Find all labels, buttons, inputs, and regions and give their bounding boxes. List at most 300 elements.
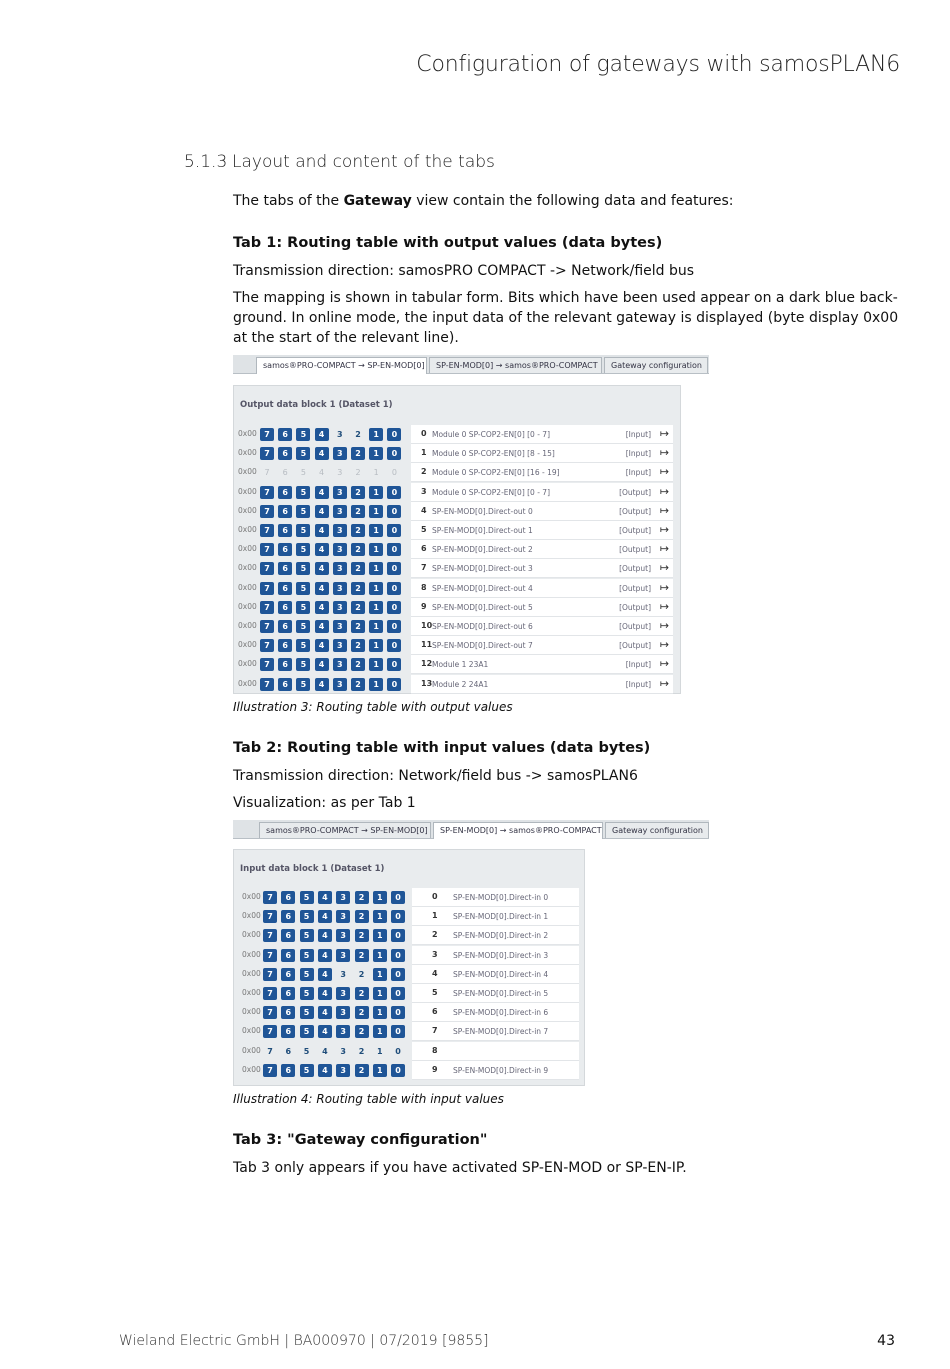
bit-cell[interactable]: 3 <box>340 1046 346 1056</box>
bit-cell[interactable]: 4 <box>318 987 332 1000</box>
mapping-entry[interactable] <box>411 425 673 444</box>
bit-cell[interactable]: 5 <box>296 582 310 595</box>
entry-index: 13 <box>421 678 433 688</box>
entry-type: [Output] <box>619 602 651 612</box>
bit-cell[interactable]: 5 <box>296 620 310 633</box>
bit-cell[interactable]: 7 <box>260 658 274 671</box>
bit-cell[interactable]: 4 <box>315 658 329 671</box>
bit-cell[interactable]: 1 <box>377 1046 383 1056</box>
mapping-entry[interactable] <box>411 463 673 482</box>
bit-cell[interactable]: 3 <box>333 505 347 518</box>
bit-cell[interactable]: 4 <box>318 1006 332 1019</box>
bit-cell[interactable]: 0 <box>387 601 401 614</box>
mapping-entry[interactable] <box>411 521 673 540</box>
bit-cell[interactable]: 5 <box>300 949 314 962</box>
table-row <box>234 521 682 540</box>
tab-3[interactable]: Gateway configuration <box>605 822 709 838</box>
export-icon[interactable]: ↦ <box>659 465 669 479</box>
bit-cell[interactable]: 2 <box>355 468 361 478</box>
bit-cell[interactable]: 7 <box>263 1006 277 1019</box>
bit-cell[interactable]: 0 <box>391 891 405 904</box>
bit-cell[interactable]: 7 <box>260 620 274 633</box>
bit-cell[interactable]: 6 <box>282 468 288 478</box>
bit-cell[interactable]: 2 <box>351 678 365 691</box>
bit-cell[interactable]: 5 <box>296 678 310 691</box>
entry-index: 9 <box>421 601 427 611</box>
bit-cell[interactable]: 6 <box>281 910 295 923</box>
bit-cell[interactable]: 4 <box>318 929 332 942</box>
bit-cell[interactable]: 7 <box>260 562 274 575</box>
bit-cell[interactable]: 3 <box>333 678 347 691</box>
entry-index: 6 <box>421 544 427 554</box>
bit-cell[interactable]: 4 <box>315 639 329 652</box>
bit-cell[interactable]: 2 <box>351 562 365 575</box>
footer-document-info: Wieland Electric GmbH | BA000970 | 07/2019 [9855] <box>119 1333 489 1349</box>
entry-name: SP-EN-MOD[0].Direct-out 4 <box>432 583 533 593</box>
bit-cell[interactable]: 5 <box>296 428 310 441</box>
entry-index: 9 <box>432 1064 438 1074</box>
bit-cell[interactable]: 5 <box>296 447 310 460</box>
bit-cell[interactable]: 0 <box>387 678 401 691</box>
bit-cell[interactable]: 1 <box>369 428 383 441</box>
bit-cell[interactable]: 2 <box>355 1006 369 1019</box>
export-icon[interactable]: ↦ <box>659 638 669 652</box>
bit-cell[interactable]: 7 <box>263 1025 277 1038</box>
bit-cell[interactable]: 2 <box>355 910 369 923</box>
byte-value: 0x00 <box>242 1045 261 1055</box>
bit-cell[interactable]: 3 <box>337 430 343 439</box>
bit-cell[interactable]: 1 <box>369 486 383 499</box>
mapping-entry[interactable] <box>411 617 673 636</box>
table-row <box>234 483 682 502</box>
bit-cell[interactable]: 7 <box>260 447 274 460</box>
entry-index: 3 <box>432 949 438 959</box>
mapping-entry[interactable] <box>411 675 673 694</box>
data-block-title: Output data block 1 (Dataset 1) <box>240 400 393 410</box>
bit-cell[interactable]: 6 <box>278 639 292 652</box>
bit-cell[interactable]: 2 <box>351 447 365 460</box>
byte-value: 0x00 <box>238 640 257 650</box>
bit-cell[interactable]: 1 <box>373 929 387 942</box>
tab-strip <box>233 820 709 839</box>
export-icon[interactable]: ↦ <box>659 619 669 632</box>
bit-cell[interactable]: 1 <box>369 505 383 518</box>
bit-cell[interactable]: 6 <box>278 486 292 499</box>
bit-cell[interactable]: 5 <box>303 1046 310 1056</box>
bit-cell[interactable]: 2 <box>355 949 369 962</box>
bit-cell[interactable]: 3 <box>340 969 346 979</box>
bit-cell[interactable]: 0 <box>387 582 401 595</box>
bit-cell[interactable]: 6 <box>285 1046 292 1056</box>
bit-cell[interactable]: 1 <box>369 447 383 460</box>
mapping-entry[interactable] <box>411 636 673 655</box>
byte-value: 0x00 <box>242 892 261 901</box>
bit-cell[interactable]: 2 <box>351 620 365 633</box>
mapping-entry[interactable] <box>412 888 579 907</box>
byte-value: 0x00 <box>242 930 261 940</box>
bit-cell[interactable]: 1 <box>369 524 383 537</box>
mapping-entry[interactable] <box>412 946 579 965</box>
data-block-title: Input data block 1 (Dataset 1) <box>240 864 385 874</box>
bit-cell[interactable]: 4 <box>322 1046 328 1056</box>
bit-cell[interactable]: 1 <box>373 1025 387 1038</box>
bit-cell[interactable]: 6 <box>278 524 292 537</box>
section-title: Layout and content of the tabs <box>232 152 495 172</box>
bit-cell[interactable]: 0 <box>387 620 401 633</box>
bit-cell[interactable]: 4 <box>318 891 332 904</box>
bit-cell[interactable]: 0 <box>387 505 401 518</box>
bit-cell[interactable]: 1 <box>373 949 387 962</box>
tab-1[interactable]: samos®PRO-COMPACT → SP-EN-MOD[0] <box>259 822 431 838</box>
table-row <box>234 655 682 674</box>
entry-name: SP-EN-MOD[0].Direct-in 1 <box>453 912 549 922</box>
bit-cell[interactable]: 1 <box>373 468 379 478</box>
bit-cell[interactable]: 6 <box>278 505 292 518</box>
bit-cell[interactable]: 1 <box>369 562 383 575</box>
mapping-entry[interactable] <box>411 655 673 674</box>
bit-cell[interactable]: 2 <box>355 1025 369 1038</box>
bit-cell[interactable]: 5 <box>300 1006 314 1019</box>
bit-cell[interactable]: 4 <box>315 428 329 441</box>
bit-cell[interactable]: 0 <box>387 543 401 556</box>
byte-value: 0x00 <box>242 949 261 959</box>
export-icon[interactable]: ↦ <box>659 561 669 575</box>
bit-cell[interactable]: 6 <box>278 620 292 633</box>
bit-cell[interactable]: 1 <box>369 601 383 614</box>
bit-cell[interactable]: 0 <box>387 486 401 499</box>
mapping-entry[interactable] <box>412 1042 579 1061</box>
page-header-title: Configuration of gateways with samosPLAN6 <box>416 52 900 77</box>
entry-type: [Output] <box>619 506 651 516</box>
bit-cell[interactable]: 7 <box>263 929 277 942</box>
bit-cell[interactable]: 6 <box>278 447 292 460</box>
bit-cell[interactable]: 3 <box>336 891 350 904</box>
tab3-text: Tab 3 only appears if you have activated SP-EN-MOD or SP-EN-IP. <box>233 1160 687 1176</box>
bit-cell[interactable]: 2 <box>351 582 365 595</box>
bit-cell[interactable]: 0 <box>391 1064 405 1077</box>
bit-cell[interactable]: 0 <box>387 562 401 575</box>
bit-cell[interactable]: 1 <box>369 639 383 652</box>
bit-cell[interactable]: 7 <box>263 987 277 1000</box>
bit-cell[interactable]: 6 <box>281 987 295 1000</box>
export-icon[interactable]: ↦ <box>659 542 669 556</box>
bit-cell[interactable]: 2 <box>351 658 365 671</box>
bit-cell[interactable]: 3 <box>333 524 347 537</box>
export-icon[interactable]: ↦ <box>659 599 669 613</box>
byte-value: 0x00 <box>238 448 257 458</box>
bit-cell[interactable]: 0 <box>387 428 401 441</box>
bit-cell[interactable]: 6 <box>281 949 295 962</box>
entry-name: SP-EN-MOD[0].Direct-out 1 <box>432 526 533 535</box>
illustration4-caption: Illustration 4: Routing table with input values <box>233 1092 504 1106</box>
bit-cell[interactable]: 4 <box>318 949 332 962</box>
table-row <box>234 926 586 945</box>
entry-index: 5 <box>421 525 427 534</box>
mapping-entry[interactable] <box>411 579 673 598</box>
bit-cell[interactable]: 6 <box>278 658 292 671</box>
mapping-entry[interactable] <box>411 483 673 502</box>
bit-cell[interactable]: 4 <box>315 601 329 614</box>
export-icon[interactable]: ↦ <box>659 676 669 690</box>
mapping-entry[interactable] <box>411 598 673 617</box>
bit-cell[interactable]: 3 <box>333 582 347 595</box>
bit-cell[interactable]: 2 <box>355 891 369 904</box>
bit-cell[interactable]: 7 <box>260 543 274 556</box>
bit-cell[interactable]: 0 <box>391 1025 405 1038</box>
table-row <box>234 579 682 598</box>
bit-cell[interactable]: 4 <box>318 1064 332 1077</box>
export-icon[interactable]: ↦ <box>659 446 669 460</box>
bit-cell[interactable]: 7 <box>263 968 277 981</box>
bit-cell[interactable]: 2 <box>351 486 365 499</box>
bit-cell[interactable]: 6 <box>281 929 295 942</box>
bit-cell[interactable]: 7 <box>260 428 274 441</box>
bit-cell[interactable]: 1 <box>373 1064 387 1077</box>
bit-cell[interactable]: 2 <box>351 601 365 614</box>
bit-cell[interactable]: 5 <box>300 968 314 981</box>
entry-name: Module 2 24A1 <box>432 679 489 689</box>
bit-cell[interactable]: 5 <box>300 1025 314 1038</box>
bit-cell[interactable]: 3 <box>333 486 347 499</box>
mapping-entry[interactable] <box>412 1003 579 1022</box>
entry-type: [Output] <box>619 641 651 651</box>
tab2-visualization: Visualization: as per Tab 1 <box>233 795 416 811</box>
bit-cell[interactable]: 6 <box>278 543 292 556</box>
table-row <box>234 1003 586 1022</box>
bit-cell[interactable]: 6 <box>278 562 292 575</box>
section-number: 5.1.3 <box>184 152 228 172</box>
bit-cell[interactable]: 0 <box>387 447 401 460</box>
bit-cell[interactable]: 2 <box>355 987 369 1000</box>
bit-cell[interactable]: 3 <box>336 1064 350 1077</box>
bit-cell[interactable]: 5 <box>300 929 314 942</box>
bit-cell[interactable]: 7 <box>263 1064 277 1077</box>
bit-cell[interactable]: 3 <box>336 949 350 962</box>
bit-cell[interactable]: 2 <box>351 524 365 537</box>
bit-cell[interactable]: 3 <box>333 447 347 460</box>
bit-cell[interactable]: 1 <box>369 678 383 691</box>
table-row <box>234 946 586 965</box>
data-block-panel <box>233 849 585 1086</box>
bit-cell[interactable]: 3 <box>337 468 343 478</box>
bit-cell[interactable]: 4 <box>315 524 329 537</box>
bit-cell[interactable]: 4 <box>315 447 329 460</box>
bit-cell[interactable]: 7 <box>260 601 274 614</box>
table-row <box>234 559 682 578</box>
table-row <box>234 1042 586 1061</box>
bit-cell[interactable]: 5 <box>296 562 310 575</box>
mapping-entry[interactable] <box>412 907 579 926</box>
bit-cell[interactable]: 3 <box>333 639 347 652</box>
entry-name: SP-EN-MOD[0].Direct-out 7 <box>432 641 533 651</box>
bit-cell[interactable]: 5 <box>296 505 310 518</box>
bit-cell[interactable]: 0 <box>391 1006 405 1019</box>
table-row <box>234 425 682 444</box>
bit-cell[interactable]: 3 <box>333 620 347 633</box>
bit-cell[interactable]: 5 <box>296 486 310 499</box>
bit-cell[interactable]: 3 <box>336 1025 350 1038</box>
bit-cell[interactable]: 1 <box>373 968 387 981</box>
mapping-entry[interactable] <box>412 984 579 1003</box>
bit-cell[interactable]: 1 <box>369 658 383 671</box>
byte-value: 0x00 <box>238 601 257 611</box>
bit-cell[interactable]: 5 <box>296 658 310 671</box>
tab-2[interactable]: SP-EN-MOD[0] → samos®PRO-COMPACT <box>433 822 603 839</box>
table-row <box>234 984 586 1003</box>
export-icon[interactable]: ↦ <box>659 580 669 594</box>
bit-cell[interactable]: 4 <box>315 620 329 633</box>
bit-cell[interactable]: 1 <box>369 543 383 556</box>
bit-cell[interactable]: 4 <box>319 468 325 478</box>
tab2-heading: Tab 2: Routing table with input values (data bytes) <box>233 740 651 756</box>
byte-value: 0x00 <box>238 621 257 630</box>
bit-cell[interactable]: 6 <box>278 601 292 614</box>
byte-value: 0x00 <box>238 659 257 669</box>
bit-cell[interactable]: 2 <box>355 1064 369 1077</box>
entry-type: [Output] <box>619 564 651 574</box>
bit-cell[interactable]: 1 <box>373 910 387 923</box>
bit-cell[interactable]: 7 <box>264 468 270 478</box>
bit-cell[interactable]: 0 <box>391 968 405 981</box>
bit-cell[interactable]: 0 <box>391 949 405 962</box>
entry-index: 3 <box>421 486 427 496</box>
bit-cell[interactable]: 3 <box>333 601 347 614</box>
bit-cell[interactable]: 0 <box>391 468 397 478</box>
bit-cell[interactable]: 5 <box>300 987 314 1000</box>
table-row <box>234 540 682 559</box>
bit-cell[interactable]: 0 <box>387 658 401 671</box>
bit-cell[interactable]: 3 <box>336 929 350 942</box>
bit-cell[interactable]: 0 <box>391 987 405 1000</box>
entry-name: SP-EN-MOD[0].Direct-in 0 <box>453 893 549 902</box>
bit-cell[interactable]: 7 <box>267 1046 273 1056</box>
tab-3[interactable]: Gateway configuration <box>604 357 708 373</box>
bit-cell[interactable]: 6 <box>281 1006 295 1019</box>
bit-cell[interactable]: 3 <box>336 1006 350 1019</box>
bit-cell[interactable]: 4 <box>315 505 329 518</box>
bit-cell[interactable]: 1 <box>373 1006 387 1019</box>
export-icon[interactable]: ↦ <box>659 657 669 671</box>
bit-cell[interactable]: 3 <box>336 910 350 923</box>
bit-cell[interactable]: 6 <box>281 1064 295 1077</box>
mapping-entry[interactable] <box>411 559 673 578</box>
bit-cell[interactable]: 4 <box>315 678 329 691</box>
bit-cell[interactable]: 1 <box>369 620 383 633</box>
bit-cell[interactable]: 5 <box>300 891 314 904</box>
bit-cell[interactable]: 5 <box>300 1064 314 1077</box>
bit-cell[interactable]: 6 <box>281 1025 295 1038</box>
tab-2[interactable]: SP-EN-MOD[0] → samos®PRO-COMPACT <box>429 357 602 373</box>
bit-cell[interactable]: 5 <box>300 468 306 478</box>
mapping-entry[interactable] <box>412 1061 579 1080</box>
bit-cell[interactable]: 5 <box>296 601 310 614</box>
bit-cell[interactable]: 0 <box>391 910 405 923</box>
bit-cell[interactable]: 7 <box>263 949 277 962</box>
entry-index: 12 <box>421 659 433 669</box>
bit-cell[interactable]: 5 <box>296 524 310 537</box>
mapping-entry[interactable] <box>412 926 579 945</box>
bit-cell[interactable]: 5 <box>300 910 314 923</box>
entry-index: 1 <box>432 911 438 921</box>
bit-cell[interactable]: 0 <box>395 1046 401 1056</box>
entry-name: SP-EN-MOD[0].Direct-in 2 <box>453 931 549 941</box>
bit-cell[interactable]: 7 <box>263 891 277 904</box>
bit-cell[interactable]: 7 <box>260 505 274 518</box>
byte-value: 0x00 <box>238 505 257 515</box>
bit-cell[interactable]: 2 <box>358 1046 365 1056</box>
export-icon[interactable]: ↦ <box>659 427 669 440</box>
export-icon[interactable]: ↦ <box>659 484 669 498</box>
bit-cell[interactable]: 4 <box>318 968 332 981</box>
bit-cell[interactable]: 7 <box>260 582 274 595</box>
bit-cell[interactable]: 4 <box>315 486 329 499</box>
bit-cell[interactable]: 0 <box>387 524 401 537</box>
bit-cell[interactable]: 4 <box>315 543 329 556</box>
bit-cell[interactable]: 6 <box>281 968 295 981</box>
bit-cell[interactable]: 2 <box>355 929 369 942</box>
bit-cell[interactable]: 1 <box>373 891 387 904</box>
bit-cell[interactable]: 2 <box>351 505 365 518</box>
bit-cell[interactable]: 7 <box>260 678 274 691</box>
bit-cell[interactable]: 2 <box>358 969 365 979</box>
bit-cell[interactable]: 6 <box>281 891 295 904</box>
entry-name: Module 0 SP-COP2-EN[0] [0 - 7] <box>432 430 551 439</box>
table-row <box>234 463 682 482</box>
table-row <box>234 888 586 907</box>
bit-cell[interactable]: 4 <box>318 910 332 923</box>
bit-cell[interactable]: 6 <box>278 678 292 691</box>
bit-cell[interactable]: 4 <box>315 582 329 595</box>
export-icon[interactable]: ↦ <box>659 523 669 536</box>
bit-cell[interactable]: 7 <box>260 486 274 499</box>
intro-text: The tabs of the <box>233 193 344 209</box>
entry-name: SP-EN-MOD[0].Direct-out 0 <box>432 506 533 516</box>
export-icon[interactable]: ↦ <box>659 503 669 517</box>
bit-cell[interactable]: 7 <box>260 639 274 652</box>
bit-cell[interactable]: 2 <box>351 543 365 556</box>
bit-cell[interactable]: 0 <box>391 929 405 942</box>
bit-cell[interactable]: 7 <box>260 524 274 537</box>
bit-cell[interactable]: 6 <box>278 428 292 441</box>
intro-text-end: view contain the following data and features: <box>411 193 734 209</box>
mapping-entry[interactable] <box>412 1022 579 1041</box>
bit-cell[interactable]: 2 <box>351 639 365 652</box>
mapping-entry[interactable] <box>412 965 579 984</box>
bit-cell[interactable]: 3 <box>333 658 347 671</box>
mapping-entry[interactable] <box>411 502 673 521</box>
entry-index: 11 <box>421 640 433 650</box>
bit-cell[interactable]: 4 <box>315 562 329 575</box>
bit-cell[interactable]: 4 <box>318 1025 332 1038</box>
mapping-entry[interactable] <box>411 540 673 559</box>
table-row <box>234 1022 586 1041</box>
bit-cell[interactable]: 2 <box>355 430 361 439</box>
tab-1[interactable]: samos®PRO-COMPACT → SP-EN-MOD[0] <box>256 357 427 374</box>
bit-cell[interactable]: 3 <box>336 987 350 1000</box>
bit-cell[interactable]: 1 <box>369 582 383 595</box>
bit-cell[interactable]: 6 <box>278 582 292 595</box>
bit-cell[interactable]: 3 <box>333 543 347 556</box>
bit-cell[interactable]: 5 <box>296 639 310 652</box>
bit-cell[interactable]: 0 <box>387 639 401 652</box>
bit-cell[interactable]: 5 <box>296 543 310 556</box>
bit-cell[interactable]: 7 <box>263 910 277 923</box>
table-row <box>234 598 682 617</box>
byte-value: 0x00 <box>238 429 257 438</box>
mapping-entry[interactable] <box>411 444 673 463</box>
bit-cell[interactable]: 3 <box>333 562 347 575</box>
bit-cell[interactable]: 1 <box>373 987 387 1000</box>
